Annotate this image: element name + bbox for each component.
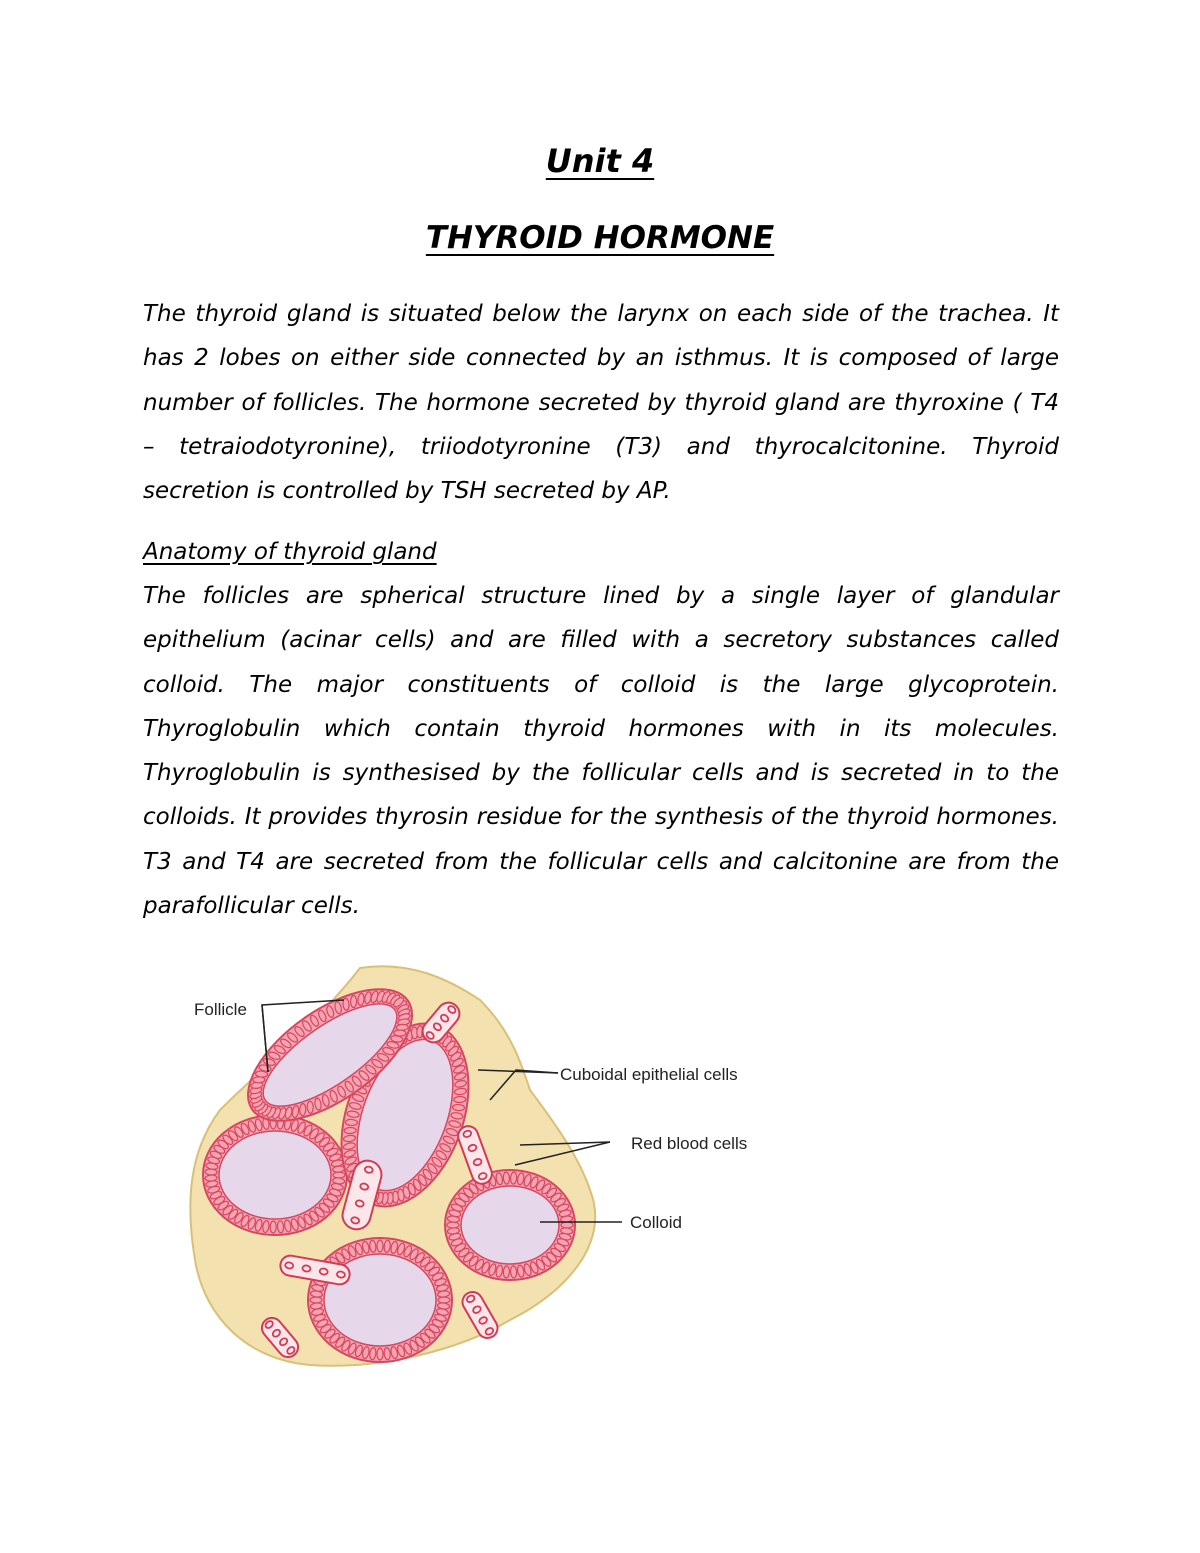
unit-title: Unit 4 <box>545 142 655 180</box>
cuboidal-cell <box>561 1222 573 1228</box>
follicle-label: Follicle <box>194 1000 247 1019</box>
cuboidal-cell <box>377 1240 383 1252</box>
section-heading: Anatomy of thyroid gland <box>143 539 437 565</box>
cuboidal-cell <box>503 1172 510 1184</box>
cuboidal-cell <box>503 1266 510 1278</box>
cuboidal-label: Cuboidal epithelial cells <box>560 1065 738 1084</box>
cuboidal-cell <box>377 1348 383 1360</box>
cuboidal-cell <box>205 1169 217 1176</box>
cuboidal-cell <box>438 1297 450 1303</box>
cuboidal-cell <box>205 1175 217 1182</box>
cuboidal-cell <box>452 1104 464 1111</box>
colloid-label: Colloid <box>630 1213 682 1232</box>
follicle-1 <box>203 1115 347 1235</box>
follicle-3 <box>445 1170 575 1280</box>
cuboidal-cell <box>351 995 357 1007</box>
cuboidal-cell <box>454 1096 466 1103</box>
cuboidal-cell <box>510 1266 517 1278</box>
cuboidal-cell <box>333 1172 345 1178</box>
cuboidal-cell <box>270 1221 276 1233</box>
colloid-lumen <box>219 1131 331 1219</box>
colloid-lumen <box>461 1186 559 1264</box>
cuboidal-cell <box>510 1172 517 1184</box>
cuboidal-cell <box>447 1222 459 1228</box>
cuboidal-cell <box>344 1127 356 1134</box>
cuboidal-cell <box>299 1103 306 1115</box>
cuboidal-cell <box>310 1297 322 1303</box>
cuboidal-cell <box>307 1101 314 1113</box>
anatomy-paragraph: The follicles are spherical structure lined by a single layer of glandular epithelium (acinar cells) and are filled with a secretory substances called colloid. The major constituents of colloid is the large glycoprotein. Thyroglobulin which contain thyroid hormones with in its molecules. Thyroglobulin is synthesised by the follicular cells and is secreted in to the colloids. It provides thyrosin residue for the synthesis of the thyroid hormones. T3 and T4 are secreted from the follicular cells and calcitonine are from the parafollicular cells. <box>143 583 1059 920</box>
page-title: THYROID HORMONE <box>425 220 775 256</box>
cuboidal-cell <box>277 1221 284 1233</box>
rbc-label: Red blood cells <box>631 1134 748 1153</box>
cuboidal-cell <box>345 1119 357 1126</box>
thyroid-follicle-diagram <box>180 960 800 1380</box>
intro-paragraph: The thyroid gland is situated below the larynx on each side of the trachea. It has 2 lobes on either side connected by an isthmus. It is composed of large number of follicles. The hormone secreted by thyroid gland are thyroxine ( T4 – tetraiodotyronine), triiodotyronine (T3) and thyrocalcitonine. Thyroid secretion is controlled by TSH secreted by AP. <box>143 301 1059 505</box>
follicle-2 <box>308 1238 452 1362</box>
